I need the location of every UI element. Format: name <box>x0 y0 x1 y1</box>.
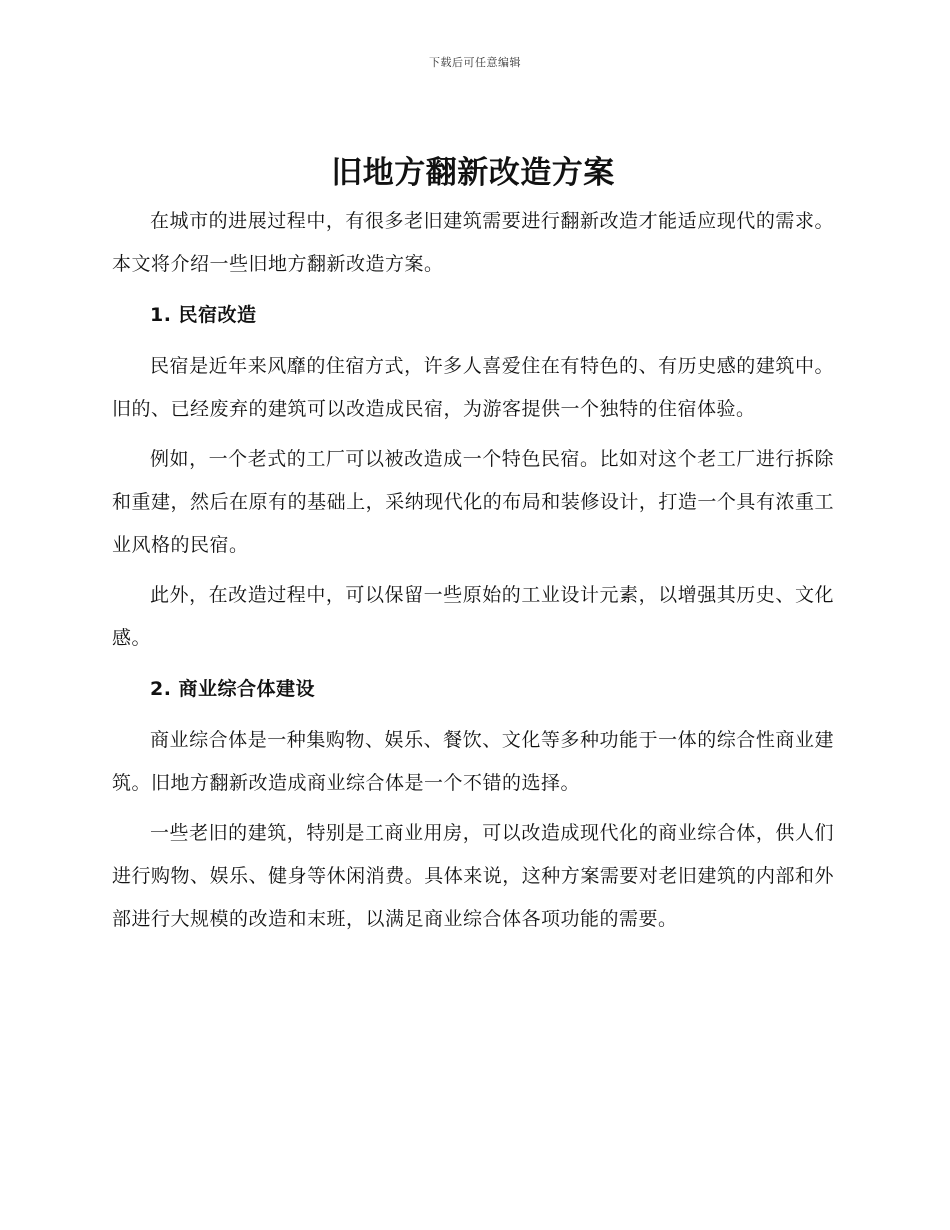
intro-paragraph: 在城市的进展过程中，有很多老旧建筑需要进行翻新改造才能适应现代的需求。本文将介绍一些旧地方翻新改造方案。 <box>112 210 834 275</box>
document-title: 旧地方翻新改造方案 <box>331 155 615 191</box>
page-header-note: 下载后可任意编辑 <box>429 56 521 69</box>
section-paragraph: 此外，在改造过程中，可以保留一些原始的工业设计元素，以增强其历史、文化感。 <box>112 584 834 649</box>
section-heading-commercial-complex: 2. 商业综合体建设 <box>150 678 316 700</box>
section-paragraph: 商业综合体是一种集购物、娱乐、餐饮、文化等多种功能于一体的综合性商业建筑。旧地方翻新改造成商业综合体是一个不错的选择。 <box>112 729 834 794</box>
section-paragraph: 例如，一个老式的工厂可以被改造成一个特色民宿。比如对这个老工厂进行拆除和重建，然后在原有的基础上，采纳现代化的布局和装修设计，打造一个具有浓重工业风格的民宿。 <box>112 448 834 556</box>
section-heading-homestay: 1. 民宿改造 <box>150 304 257 326</box>
section-paragraph: 一些老旧的建筑，特别是工商业用房，可以改造成现代化的商业综合体，供人们进行购物、娱乐、健身等休闲消费。具体来说，这种方案需要对老旧建筑的内部和外部进行大规模的改造和末班，以满足商业综合体各项功能的需要。 <box>112 822 834 930</box>
document-body <box>112 150 834 941</box>
section-paragraph: 民宿是近年来风靡的住宿方式，许多人喜爱住在有特色的、有历史感的建筑中。旧的、已经废弃的建筑可以改造成民宿，为游客提供一个独特的住宿体验。 <box>112 355 834 420</box>
